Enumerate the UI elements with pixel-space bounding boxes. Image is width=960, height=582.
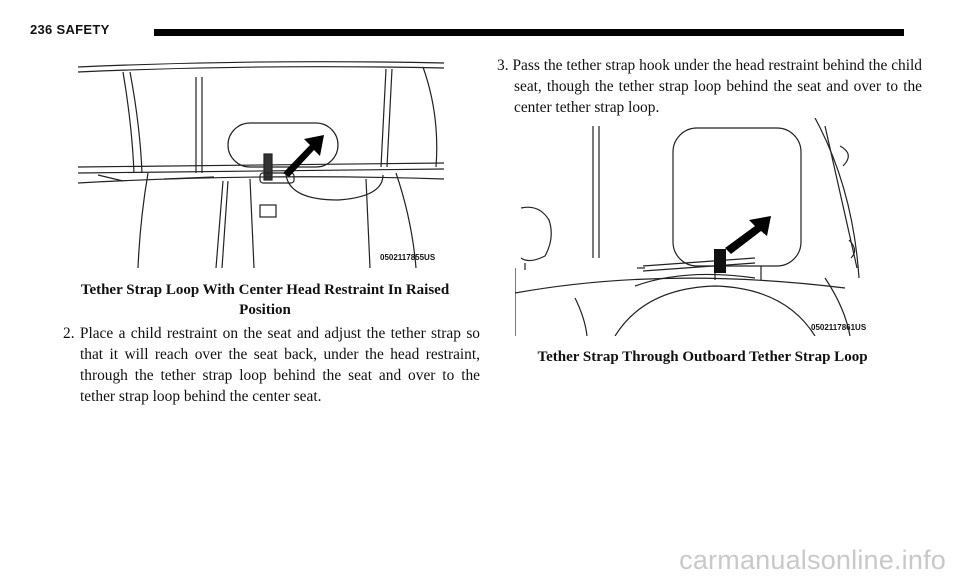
figure-1-caption: Tether Strap Loop With Center Head Restraint In Raised Position <box>80 282 450 318</box>
section-title: SAFETY <box>56 22 110 37</box>
watermark: carmanualsonline.info <box>679 545 946 575</box>
header-rule <box>154 29 904 36</box>
page-header <box>30 22 904 42</box>
figure-outboard-tether-loop <box>515 118 885 336</box>
page-number-and-section <box>30 22 110 37</box>
figure-1-code: 0502117855US <box>380 253 436 262</box>
step-3-text: 3. Pass the tether strap hook under the head restraint behind the child seat, though the tether strap loop behind the seat and over to the center tether strap loop. <box>497 57 922 116</box>
page-number: 236 <box>30 22 53 37</box>
figure-2-caption: Tether Strap Through Outboard Tether Strap Loop <box>537 349 868 365</box>
step-2-text: 2. Place a child restraint on the seat and adjust the tether strap so that it will reach over the seat back, under the head restraint, through the tether strap loop behind the seat and over to the tether strap loop behind the center seat. <box>63 325 480 405</box>
figure-2-code: 0502117861US <box>811 323 867 332</box>
figure-center-head-restraint <box>78 55 446 268</box>
